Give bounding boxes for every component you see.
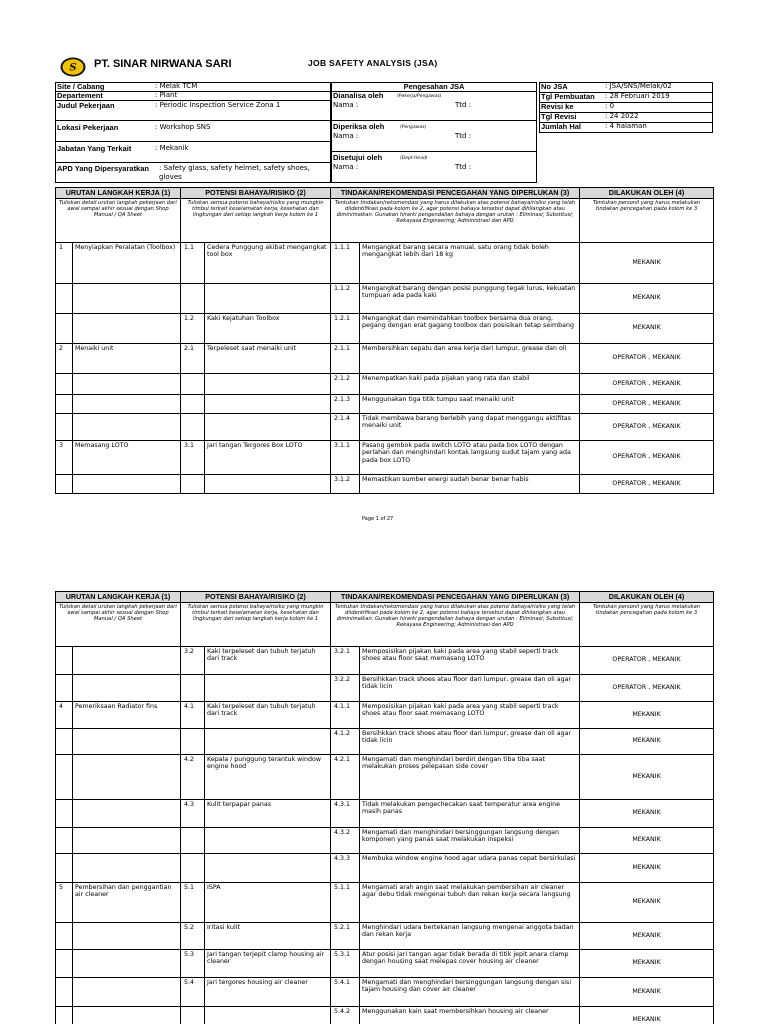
checked-by-sub: (Pengawas) xyxy=(400,125,427,130)
step-description xyxy=(73,853,181,882)
action-description: Mengamati dan menghindari berdiri dengan tiba tiba saat melakukan proses pelepasan side cover xyxy=(360,754,580,799)
done-by: OPERATOR , MEKANIK xyxy=(580,674,714,701)
table-row xyxy=(56,853,714,882)
step-number: 1 xyxy=(56,242,73,283)
done-by: MEKANIK xyxy=(580,754,714,799)
done-by: MEKANIK xyxy=(580,283,714,313)
jsa-table-page-1 xyxy=(55,187,714,494)
location-label: Lokasi Pekerjaan xyxy=(57,123,119,132)
hazard-number: 4.3 xyxy=(181,799,205,827)
approved-by-sub: (Dept Head) xyxy=(400,156,428,161)
action-number: 3.1.1 xyxy=(331,440,360,474)
done-by: OPERATOR , MEKANIK xyxy=(580,343,714,373)
approved-by-label: Disetujui oleh xyxy=(333,153,383,162)
checked-by-label: Diperiksa oleh xyxy=(333,122,385,131)
hazard-number xyxy=(181,283,205,313)
action-description: Bersihkkan track shoes atau floor dari lumpur, grease dan oli agar tidak licin xyxy=(360,728,580,754)
table-row xyxy=(56,646,714,674)
hazard-description xyxy=(205,283,331,313)
created-date-label: Tgl Pembuatan xyxy=(541,92,595,101)
col-header-steps: URUTAN LANGKAH KERJA (1) xyxy=(56,592,181,603)
step-number xyxy=(56,1006,73,1024)
action-description: Memposisikan pijakan kaki pada area yang stabil seperti track shoes atau floor saat memasang LOTO xyxy=(360,646,580,674)
location-value: : Workshop SNS xyxy=(155,123,211,131)
table-row xyxy=(56,701,714,728)
step-description: Pembersihan dan penggantian air cleaner xyxy=(73,882,181,922)
company-name: PT. SINAR NIRWANA SARI xyxy=(94,58,232,70)
job-title-value: : Periodic Inspection Service Zona 1 xyxy=(155,101,281,109)
step-description: Menaiki unit xyxy=(73,343,181,373)
revision-date-value: : 24 2022 xyxy=(605,112,639,120)
hazard-description xyxy=(205,413,331,440)
table-row xyxy=(56,440,714,474)
done-by: MEKANIK xyxy=(580,799,714,827)
hazard-description: Kaki terpeleset dan tubuh terjatuh dari track xyxy=(205,701,331,728)
checked-sign-label: Ttd : xyxy=(455,132,472,140)
step-description xyxy=(73,674,181,701)
hazard-number: 4.1 xyxy=(181,701,205,728)
table-row xyxy=(56,922,714,949)
action-number: 4.3.1 xyxy=(331,799,360,827)
action-number: 2.1.2 xyxy=(331,373,360,394)
action-number: 1.2.1 xyxy=(331,313,360,343)
hazard-number xyxy=(181,674,205,701)
action-number: 5.4.1 xyxy=(331,977,360,1006)
step-number xyxy=(56,949,73,977)
hazard-description xyxy=(205,827,331,853)
action-description: Tidak membawa barang berlebih yang dapat menggangu aktifitas menaiki unit xyxy=(360,413,580,440)
action-number: 5.2.1 xyxy=(331,922,360,949)
col-header-actions: TINDAKAN/REKOMENDASI PENCEGAHAN YANG DIPERLUKAN (3) xyxy=(331,188,580,199)
analyzed-name-label: Nama : xyxy=(333,101,359,109)
action-description: Membersihkan sepatu dan area kerja dari lumpur, grease dan oli xyxy=(360,343,580,373)
position-label: Jabatan Yang Terkait xyxy=(57,144,132,153)
instruction-done-by: Tentukan personil yang harus melakukan tindakan pencegahan pada kolom ke 3 xyxy=(580,198,714,242)
job-title-label: Judul Pekerjaan xyxy=(57,101,115,110)
col-header-done-by: DILAKUKAN OLEH (4) xyxy=(580,188,714,199)
step-description: Pemeriksaan Radiator fins xyxy=(73,701,181,728)
revision-value: : 0 xyxy=(605,102,615,110)
step-description xyxy=(73,413,181,440)
instruction-steps: Tuliskan detail urutan langkah pekerjaan dari awal sampai akhir sesuai dengan Shop Manual / QA Sheet xyxy=(56,198,181,242)
analyzed-by-label: Dianalisa oleh xyxy=(333,91,384,100)
step-description xyxy=(73,949,181,977)
action-description: Menggunakan tiga titik tumpu saat menaiki unit xyxy=(360,394,580,413)
action-description: Pasang gembok pada switch LOTO atau pada box LOTO dengan perlahan dan menghindari kontak langsung sudut tajam yang ada pada box LOTO xyxy=(360,440,580,474)
action-description: Mengangkat barang secara manual, satu orang tidak boleh mengangkat lebih dari 18 kg xyxy=(360,242,580,283)
site-label: Site / Cabang xyxy=(57,82,105,91)
done-by: OPERATOR , MEKANIK xyxy=(580,474,714,493)
instruction-hazards: Tuliskan semua potensi bahaya/risiko yang mungkin timbul terkait keselamatan kerja, kesehatan dan lingkungan dari setiap langkah kerja kolom ke 1 xyxy=(181,602,331,646)
action-description: Membuka window engine hood agar udara panas cepat bersirkulasi xyxy=(360,853,580,882)
jsa-no-label: No JSA xyxy=(541,82,568,91)
instruction-actions: Tentukan tindakan/rekomendasi yang harus dilakukan atas potensi bahaya/risiko yang telah diidentifikasi pada kolom ke 2, agar potensi bahaya tersebut dapat dihilangkan atau diminimalkan. Gunakan hirarki pengendalian bahaya dengan urutan : Eliminasi; Substitusi; Rekayasa Engineering; Administrasi dan APD xyxy=(331,602,580,646)
step-number: 5 xyxy=(56,882,73,922)
done-by: OPERATOR , MEKANIK xyxy=(580,646,714,674)
document-title: JOB SAFETY ANALYSIS (JSA) xyxy=(308,58,438,68)
action-number: 3.2.2 xyxy=(331,674,360,701)
hazard-number xyxy=(181,373,205,394)
hazard-description: Kulit terpapar panas xyxy=(205,799,331,827)
table-row xyxy=(56,674,714,701)
table-row xyxy=(56,413,714,440)
table-row xyxy=(56,343,714,373)
action-description: Menempatkan kaki pada pijakan yang rata dan stabil xyxy=(360,373,580,394)
action-number: 2.1.1 xyxy=(331,343,360,373)
hazard-number xyxy=(181,827,205,853)
table-row xyxy=(56,827,714,853)
hazard-number xyxy=(181,1006,205,1024)
hazard-number xyxy=(181,394,205,413)
hazard-number xyxy=(181,728,205,754)
action-description: Mengamati dan menghindari bersinggungan langsung dengan sisi tajam housing dan cover air cleaner xyxy=(360,977,580,1006)
action-number: 5.3.1 xyxy=(331,949,360,977)
table-row xyxy=(56,949,714,977)
action-number: 2.1.4 xyxy=(331,413,360,440)
done-by: MEKANIK xyxy=(580,1006,714,1024)
action-number: 4.1.1 xyxy=(331,701,360,728)
hazard-description xyxy=(205,474,331,493)
company-logo xyxy=(60,57,86,77)
hazard-number: 5.2 xyxy=(181,922,205,949)
hazard-number: 5.3 xyxy=(181,949,205,977)
action-description: Menggunakan kain saat membersihkan housing air cleaner xyxy=(360,1006,580,1024)
step-description: Menyiapkan Peralatan (Toolbox) xyxy=(73,242,181,283)
step-description xyxy=(73,799,181,827)
step-number xyxy=(56,646,73,674)
done-by: OPERATOR , MEKANIK xyxy=(580,413,714,440)
checked-name-label: Nama : xyxy=(333,132,359,140)
instruction-actions: Tentukan tindakan/rekomendasi yang harus dilakukan atas potensi bahaya/risiko yang telah diidentifikasi pada kolom ke 2, agar potensi bahaya tersebut dapat dihilangkan atau diminimalkan. Gunakan hirarki pengendalian bahaya dengan urutan : Eliminasi; Substitusi; Rekayasa Engineering; Administrasi dan APD xyxy=(331,198,580,242)
page-count-label: Jumlah Hal xyxy=(541,122,582,131)
left-info xyxy=(57,82,329,182)
action-number: 3.1.2 xyxy=(331,474,360,493)
step-number xyxy=(56,853,73,882)
col-header-steps: URUTAN LANGKAH KERJA (1) xyxy=(56,188,181,199)
step-description xyxy=(73,394,181,413)
action-number: 4.2.1 xyxy=(331,754,360,799)
step-number xyxy=(56,674,73,701)
action-number: 5.4.2 xyxy=(331,1006,360,1024)
step-description xyxy=(73,1006,181,1024)
step-description xyxy=(73,977,181,1006)
step-number: 2 xyxy=(56,343,73,373)
hazard-description xyxy=(205,373,331,394)
step-number xyxy=(56,827,73,853)
action-number: 3.2.1 xyxy=(331,646,360,674)
step-description xyxy=(73,646,181,674)
ppe-value: : Safety glass, safety helmet, safety shoes, gloves xyxy=(159,164,310,181)
table-row xyxy=(56,882,714,922)
table-row xyxy=(56,728,714,754)
col-header-done-by: DILAKUKAN OLEH (4) xyxy=(580,592,714,603)
done-by: MEKANIK xyxy=(580,922,714,949)
jsa-table-page-2 xyxy=(55,591,714,1024)
step-description xyxy=(73,922,181,949)
action-description: Mengangkat barang dengan posisi punggung tegak lurus, kekuatan tumpuan ada pada kaki xyxy=(360,283,580,313)
step-number xyxy=(56,373,73,394)
table-row xyxy=(56,799,714,827)
hazard-description: Terpeleset saat menaiki unit xyxy=(205,343,331,373)
action-description: Mengamati arah angin saat melakukan pembersihan air cleaner agar debu tidak mengenai tubuh dan rekan kerja secara langsung xyxy=(360,882,580,922)
table-row xyxy=(56,754,714,799)
step-description xyxy=(73,827,181,853)
done-by: MEKANIK xyxy=(580,827,714,853)
table-row xyxy=(56,1006,714,1024)
table-row xyxy=(56,394,714,413)
step-description xyxy=(73,373,181,394)
hazard-description: ISPA xyxy=(205,882,331,922)
hazard-description xyxy=(205,728,331,754)
analyzed-by-sub: (Pekerja/Pengawas) xyxy=(397,94,442,99)
action-description: Memastikan sumber energi sudah benar benar habis xyxy=(360,474,580,493)
col-header-actions: TINDAKAN/REKOMENDASI PENCEGAHAN YANG DIPERLUKAN (3) xyxy=(331,592,580,603)
done-by: MEKANIK xyxy=(580,949,714,977)
site-value: : Melak TCM xyxy=(155,82,198,90)
done-by: MEKANIK xyxy=(580,242,714,283)
hazard-description: Cedera Punggung akibat mengangkat tool box xyxy=(205,242,331,283)
step-number xyxy=(56,977,73,1006)
table-row xyxy=(56,242,714,283)
hazard-description: Jari tangan terjepit clamp housing air cleaner xyxy=(205,949,331,977)
step-description xyxy=(73,474,181,493)
hazard-description xyxy=(205,1006,331,1024)
jsa-no-value: : JSA/SNS/Melak/02 xyxy=(605,82,672,90)
col-header-hazards: POTENSI BAHAYA/RISIKO (2) xyxy=(181,592,331,603)
hazard-description: Jari tangan Tergores Box LOTO xyxy=(205,440,331,474)
done-by: MEKANIK xyxy=(580,853,714,882)
revision-label: Revisi ke xyxy=(541,102,574,111)
instruction-done-by: Tentukan personil yang harus melakukan tindakan pencegahan pada kolom ke 3 xyxy=(580,602,714,646)
action-description: Bersihkkan track shoes atau floor dari lumpur, grease dan oli agar tidak licin xyxy=(360,674,580,701)
step-description: Memasang LOTO xyxy=(73,440,181,474)
approval-block xyxy=(333,82,535,182)
hazard-number: 5.4 xyxy=(181,977,205,1006)
action-number: 4.3.2 xyxy=(331,827,360,853)
table-row xyxy=(56,313,714,343)
instruction-steps: Tuliskan detail urutan langkah pekerjaan dari awal sampai akhir sesuai dengan Shop Manual / QA Sheet xyxy=(56,602,181,646)
step-description xyxy=(73,313,181,343)
step-description xyxy=(73,754,181,799)
step-description xyxy=(73,728,181,754)
ppe-label: APD Yang Dipersyaratkan xyxy=(57,164,149,173)
step-number xyxy=(56,474,73,493)
doc-info xyxy=(541,82,711,132)
action-number: 1.1.2 xyxy=(331,283,360,313)
done-by: OPERATOR , MEKANIK xyxy=(580,394,714,413)
instruction-hazards: Tuliskan semua potensi bahaya/risiko yang mungkin timbul terkait keselamatan kerja, kesehatan dan lingkungan dari setiap langkah kerja kolom ke 1 xyxy=(181,198,331,242)
step-number xyxy=(56,754,73,799)
action-number: 4.3.3 xyxy=(331,853,360,882)
action-number: 4.1.2 xyxy=(331,728,360,754)
done-by: MEKANIK xyxy=(580,701,714,728)
analyzed-sign-label: Ttd : xyxy=(455,101,472,109)
action-number: 5.1.1 xyxy=(331,882,360,922)
position-value: : Mekanik xyxy=(155,144,189,152)
hazard-number xyxy=(181,853,205,882)
done-by: MEKANIK xyxy=(580,313,714,343)
table-row xyxy=(56,474,714,493)
hazard-number: 3.1 xyxy=(181,440,205,474)
step-number: 4 xyxy=(56,701,73,728)
step-number xyxy=(56,922,73,949)
approved-sign-label: Ttd : xyxy=(455,163,472,171)
col-header-hazards: POTENSI BAHAYA/RISIKO (2) xyxy=(181,188,331,199)
step-number xyxy=(56,413,73,440)
action-description: Memposisikan pijakan kaki pada area yang stabil seperti track shoes atau floor saat memasang LOTO xyxy=(360,701,580,728)
hazard-number: 1.1 xyxy=(181,242,205,283)
department-value: : Plant xyxy=(155,91,178,99)
step-number: 3 xyxy=(56,440,73,474)
hazard-number xyxy=(181,474,205,493)
table-row xyxy=(56,283,714,313)
done-by: MEKANIK xyxy=(580,728,714,754)
hazard-description xyxy=(205,394,331,413)
step-description xyxy=(73,283,181,313)
hazard-description: Kepala / punggung terantuk window engine hood xyxy=(205,754,331,799)
table-row xyxy=(56,977,714,1006)
hazard-description: Kaki terpeleset dan tubuh terjatuh dari track xyxy=(205,646,331,674)
page-number: Page 1 of 27 xyxy=(362,516,394,522)
hazard-description: Jari tergores housing air cleaner xyxy=(205,977,331,1006)
hazard-number: 1.2 xyxy=(181,313,205,343)
hazard-number: 5.1 xyxy=(181,882,205,922)
approved-name-label: Nama : xyxy=(333,163,359,171)
action-number: 2.1.3 xyxy=(331,394,360,413)
hazard-description: Iritasi kulit xyxy=(205,922,331,949)
hazard-number: 2.1 xyxy=(181,343,205,373)
approval-title: Pengesahan JSA xyxy=(403,82,465,91)
revision-date-label: Tgl Revisi xyxy=(541,112,577,121)
created-date-value: : 28 Februari 2019 xyxy=(605,92,670,100)
hazard-description: Kaki Kejatuhan Toolbox xyxy=(205,313,331,343)
step-number xyxy=(56,799,73,827)
table-row xyxy=(56,373,714,394)
hazard-number: 4.2 xyxy=(181,754,205,799)
department-label: Departement xyxy=(57,91,103,100)
step-number xyxy=(56,283,73,313)
hazard-description xyxy=(205,674,331,701)
done-by: MEKANIK xyxy=(580,977,714,1006)
page-count-value: : 4 halaman xyxy=(605,122,647,130)
action-description: Menghindari udara bertekanan langsung mengenai anggota badan dan rekan kerja xyxy=(360,922,580,949)
done-by: OPERATOR , MEKANIK xyxy=(580,440,714,474)
step-number xyxy=(56,313,73,343)
action-description: Mengamati dan menghindari bersinggungan langsung dengan komponen yang panas saat melakukan inspeksi xyxy=(360,827,580,853)
action-description: Tidak melakukan pengechecakan saat temperatur area engine masih panas xyxy=(360,799,580,827)
action-description: Atur posisi jari tangan agar tidak berada di titik jepit anara clamp dengan housing saat melepas cover housing air cleaner xyxy=(360,949,580,977)
hazard-description xyxy=(205,853,331,882)
step-number xyxy=(56,728,73,754)
action-number: 1.1.1 xyxy=(331,242,360,283)
done-by: MEKANIK xyxy=(580,882,714,922)
action-description: Mengangkat dan memindahkan toolbox bersama dua orang, pegang dengan erat gagang toolbox dan posisikan tetap seimbang xyxy=(360,313,580,343)
svg-text:S: S xyxy=(69,62,77,74)
hazard-number: 3.2 xyxy=(181,646,205,674)
step-number xyxy=(56,394,73,413)
hazard-number xyxy=(181,413,205,440)
done-by: OPERATOR , MEKANIK xyxy=(580,373,714,394)
